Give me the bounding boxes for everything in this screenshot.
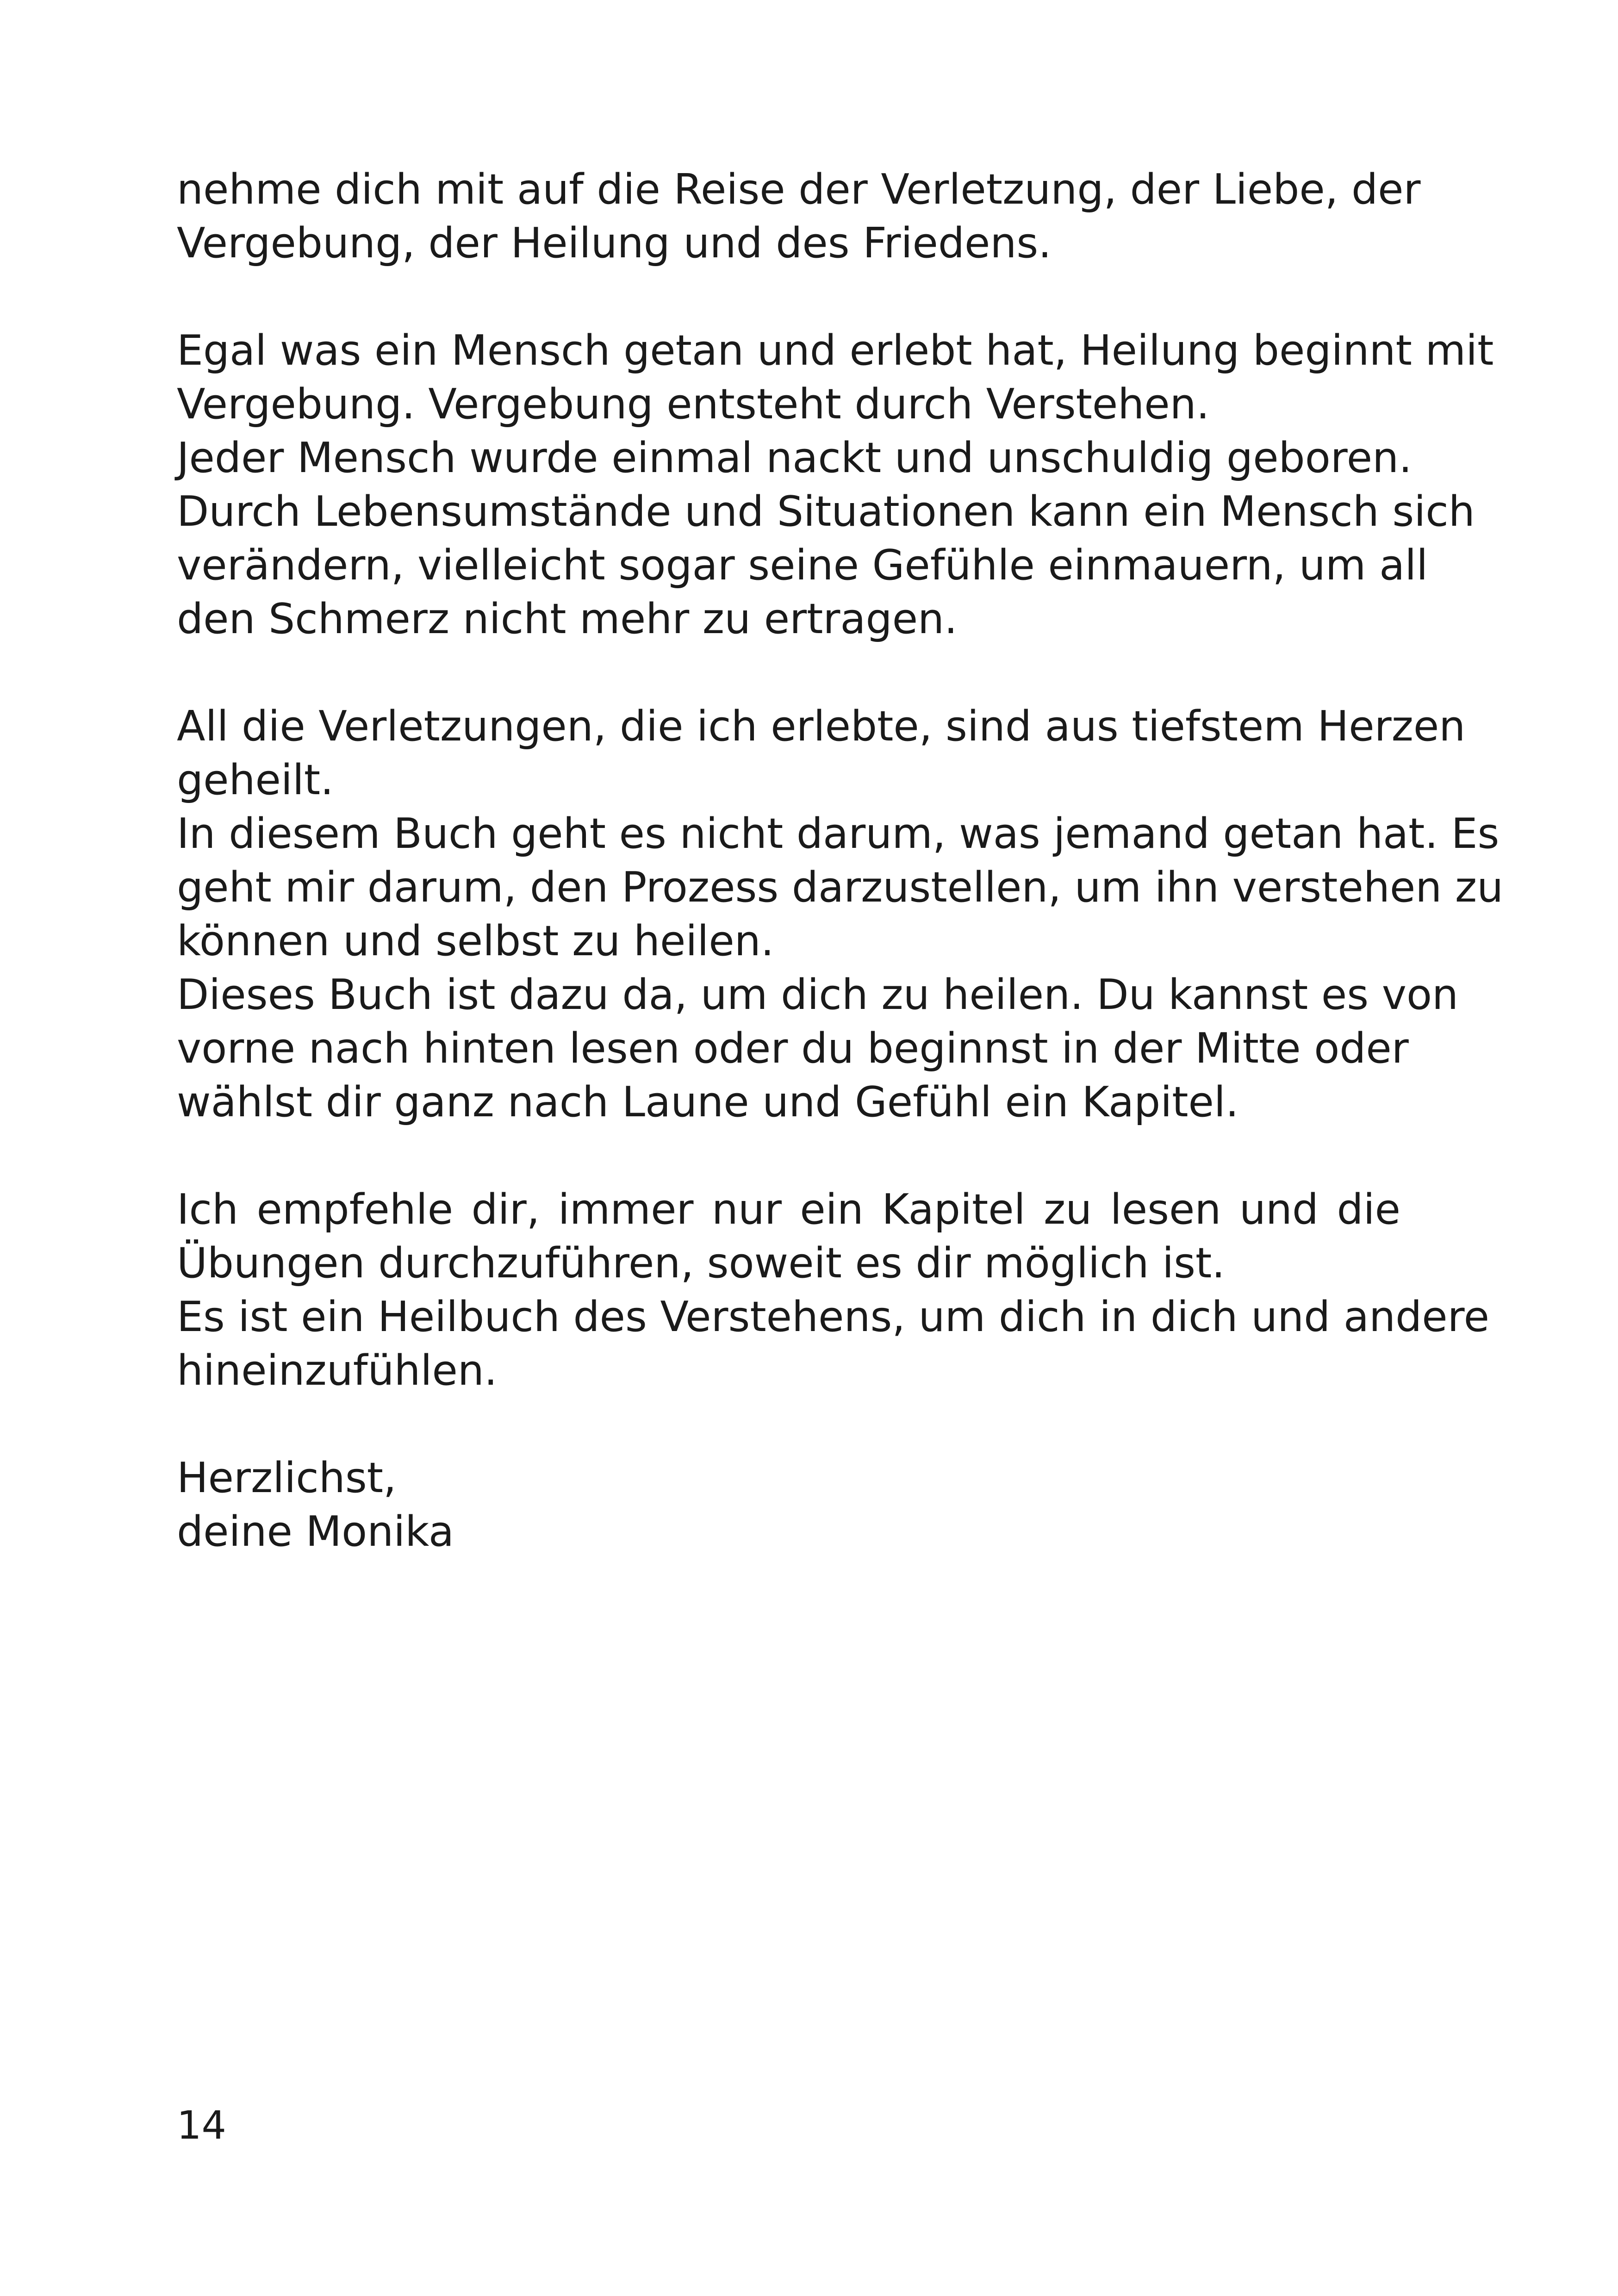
text-line: Jeder Mensch wurde einmal nackt und unschuldig geboren.: [177, 434, 1412, 482]
text-line: Es ist ein Heilbuch des Verstehens, um dich in dich und andere: [177, 1293, 1490, 1341]
closing-greeting: Herzlichst,: [177, 1454, 397, 1502]
paragraph-2: [177, 324, 1494, 646]
text-line: geht mir darum, den Prozess darzustellen, um ihn verstehen zu: [177, 863, 1504, 912]
text-line: Egal was ein Mensch getan und erlebt hat, Heilung beginnt mit: [177, 326, 1494, 375]
text-line: wählst dir ganz nach Laune und Gefühl ein Kapitel.: [177, 1078, 1239, 1126]
paragraph-3: [177, 700, 1504, 1129]
text-line: All die Verletzungen, die ich erlebte, sind aus tiefstem Herzen: [177, 702, 1466, 751]
text-line: Durch Lebensumstände und Situationen kann ein Mensch sich: [177, 487, 1475, 536]
signature-name: deine Monika: [177, 1507, 454, 1556]
closing-signature: [177, 1451, 1400, 1559]
paragraph-1: [177, 163, 1421, 270]
text-line: vorne nach hinten lesen oder du beginnst in der Mitte oder: [177, 1024, 1409, 1073]
text-line: können und selbst zu heilen.: [177, 917, 774, 965]
text-line: den Schmerz nicht mehr zu ertragen.: [177, 595, 958, 643]
text-line: verändern, vielleicht sogar seine Gefühle einmauern, um all: [177, 541, 1428, 590]
text-line: Dieses Buch ist dazu da, um dich zu heilen. Du kannst es von: [177, 971, 1459, 1019]
text-line: hineinzufühlen.: [177, 1346, 498, 1395]
text-line: geheilt.: [177, 756, 334, 804]
page-body: [177, 163, 1504, 1612]
text-line: In diesem Buch geht es nicht darum, was jemand getan hat. Es: [177, 809, 1500, 858]
text-line: Vergebung, der Heilung und des Friedens.: [177, 219, 1052, 268]
text-line: Übungen durchzuführen, soweit es dir möglich ist.: [177, 1239, 1225, 1288]
page-number: 14: [177, 2103, 226, 2148]
text-line: Ich empfehle dir, immer nur ein Kapitel zu lesen und die: [177, 1185, 1400, 1234]
text-line: nehme dich mit auf die Reise der Verletzung, der Liebe, der: [177, 165, 1421, 214]
text-line: Vergebung. Vergebung entsteht durch Verstehen.: [177, 380, 1210, 429]
paragraph-4: [177, 1183, 1490, 1398]
